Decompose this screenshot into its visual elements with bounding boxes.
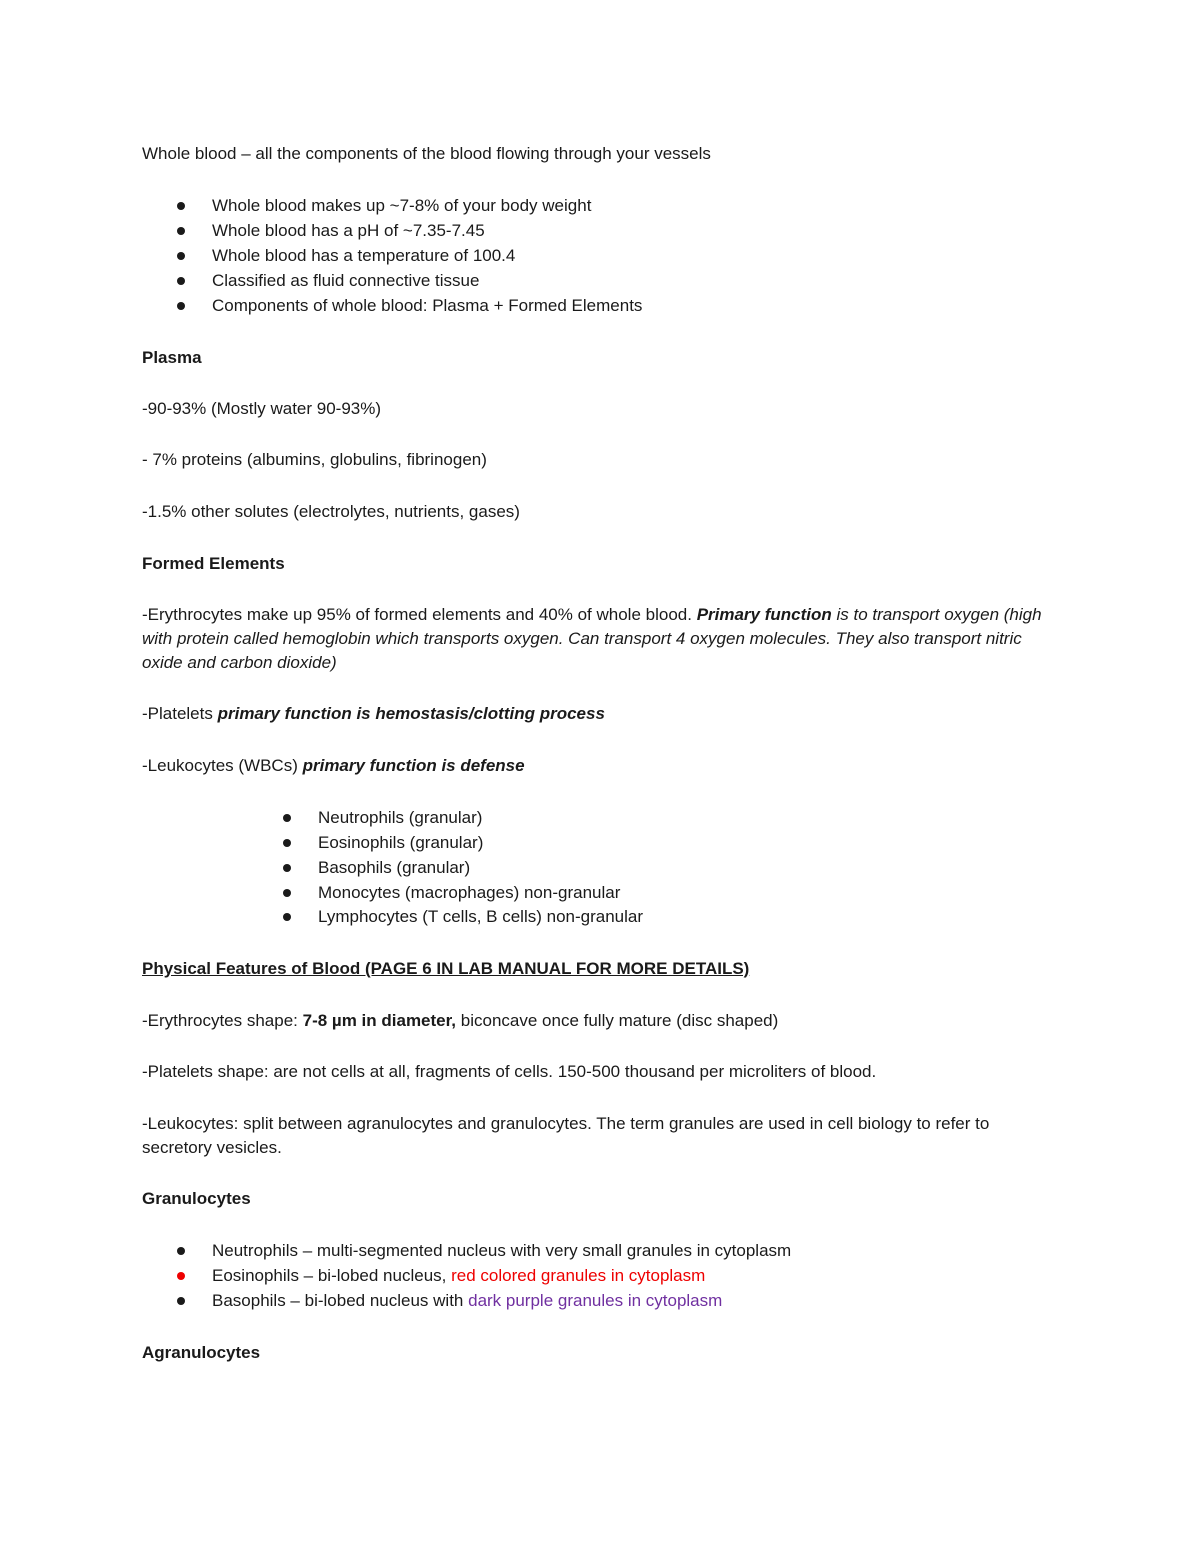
agranulocytes-heading: Agranulocytes (142, 1343, 261, 1362)
erythrocytes-paragraph (142, 603, 1042, 675)
bullet-icon (177, 302, 185, 310)
bullet-icon (177, 227, 185, 235)
list-item: Basophils (granular) (318, 858, 471, 877)
plasma-line: - 7% proteins (albumins, globulins, fibrinogen) (142, 450, 487, 469)
shape-description: biconcave once fully mature (disc shaped) (456, 1011, 779, 1030)
diameter-value: 7-8 µm in diameter, (302, 1011, 457, 1030)
bullet-icon (177, 1297, 185, 1305)
plasma-line: -90-93% (Mostly water 90-93%) (142, 399, 382, 418)
bullet-icon (177, 1272, 185, 1280)
list-item (212, 1264, 705, 1288)
erythrocytes-function-text: is to transport oxygen (high with protein called hemoglobin which transports oxygen. Can transport 4 oxygen molecules. They also transport nitric oxide and carbon dioxide) (142, 605, 1042, 672)
list-item: Whole blood has a temperature of 100.4 (212, 246, 516, 265)
erythrocytes-shape-line (142, 1009, 778, 1033)
bullet-icon (283, 889, 291, 897)
bullet-icon (177, 1247, 185, 1255)
granulocytes-heading: Granulocytes (142, 1189, 251, 1208)
leukocytes-paragraph: -Leukocytes: split between agranulocytes and granulocytes. The term granules are used in cell biology to refer to secretory vesicles. (142, 1114, 990, 1157)
platelets-function: primary function is hemostasis/clotting process (217, 704, 605, 723)
eosinophils-text: Eosinophils – bi-lobed nucleus, (212, 1266, 452, 1285)
erythrocytes-shape-text: -Erythrocytes shape: (142, 1011, 303, 1030)
primary-function-label: Primary function (696, 605, 832, 624)
bullet-icon (283, 913, 291, 921)
list-item: Neutrophils – multi-segmented nucleus with very small granules in cytoplasm (212, 1241, 792, 1260)
purple-granules-text: dark purple granules in cytoplasm (468, 1291, 723, 1310)
list-item (212, 1289, 722, 1313)
leukocytes-line (142, 754, 525, 778)
platelets-line (142, 702, 605, 726)
bullet-icon (177, 252, 185, 260)
erythrocytes-text: -Erythrocytes make up 95% of formed elements and 40% of whole blood. (142, 605, 697, 624)
list-item: Classified as fluid connective tissue (212, 271, 480, 290)
platelets-shape-line: -Platelets shape: are not cells at all, fragments of cells. 150-500 thousand per microliters of blood. (142, 1062, 877, 1081)
basophils-text: Basophils – bi-lobed nucleus with (212, 1291, 469, 1310)
list-item: Whole blood makes up ~7-8% of your body weight (212, 196, 592, 215)
platelets-text: -Platelets (142, 704, 218, 723)
physical-features-heading: Physical Features of Blood (PAGE 6 IN LAB MANUAL FOR MORE DETAILS) (142, 959, 750, 978)
plasma-heading: Plasma (142, 348, 202, 367)
plasma-line: -1.5% other solutes (electrolytes, nutrients, gases) (142, 502, 520, 521)
intro-text: Whole blood – all the components of the blood flowing through your vessels (142, 144, 711, 163)
list-item: Neutrophils (granular) (318, 808, 483, 827)
leukocytes-function: primary function is defense (302, 756, 525, 775)
leukocytes-text: -Leukocytes (WBCs) (142, 756, 303, 775)
red-granules-text: red colored granules in cytoplasm (451, 1266, 706, 1285)
list-item: Components of whole blood: Plasma + Formed Elements (212, 296, 643, 315)
list-item: Eosinophils (granular) (318, 833, 484, 852)
bullet-icon (283, 814, 291, 822)
bullet-icon (177, 277, 185, 285)
bullet-icon (283, 839, 291, 847)
bullet-icon (283, 864, 291, 872)
list-item: Lymphocytes (T cells, B cells) non-granular (318, 907, 644, 926)
list-item: Monocytes (macrophages) non-granular (318, 883, 621, 902)
formed-elements-heading: Formed Elements (142, 554, 285, 573)
list-item: Whole blood has a pH of ~7.35-7.45 (212, 221, 485, 240)
bullet-icon (177, 202, 185, 210)
